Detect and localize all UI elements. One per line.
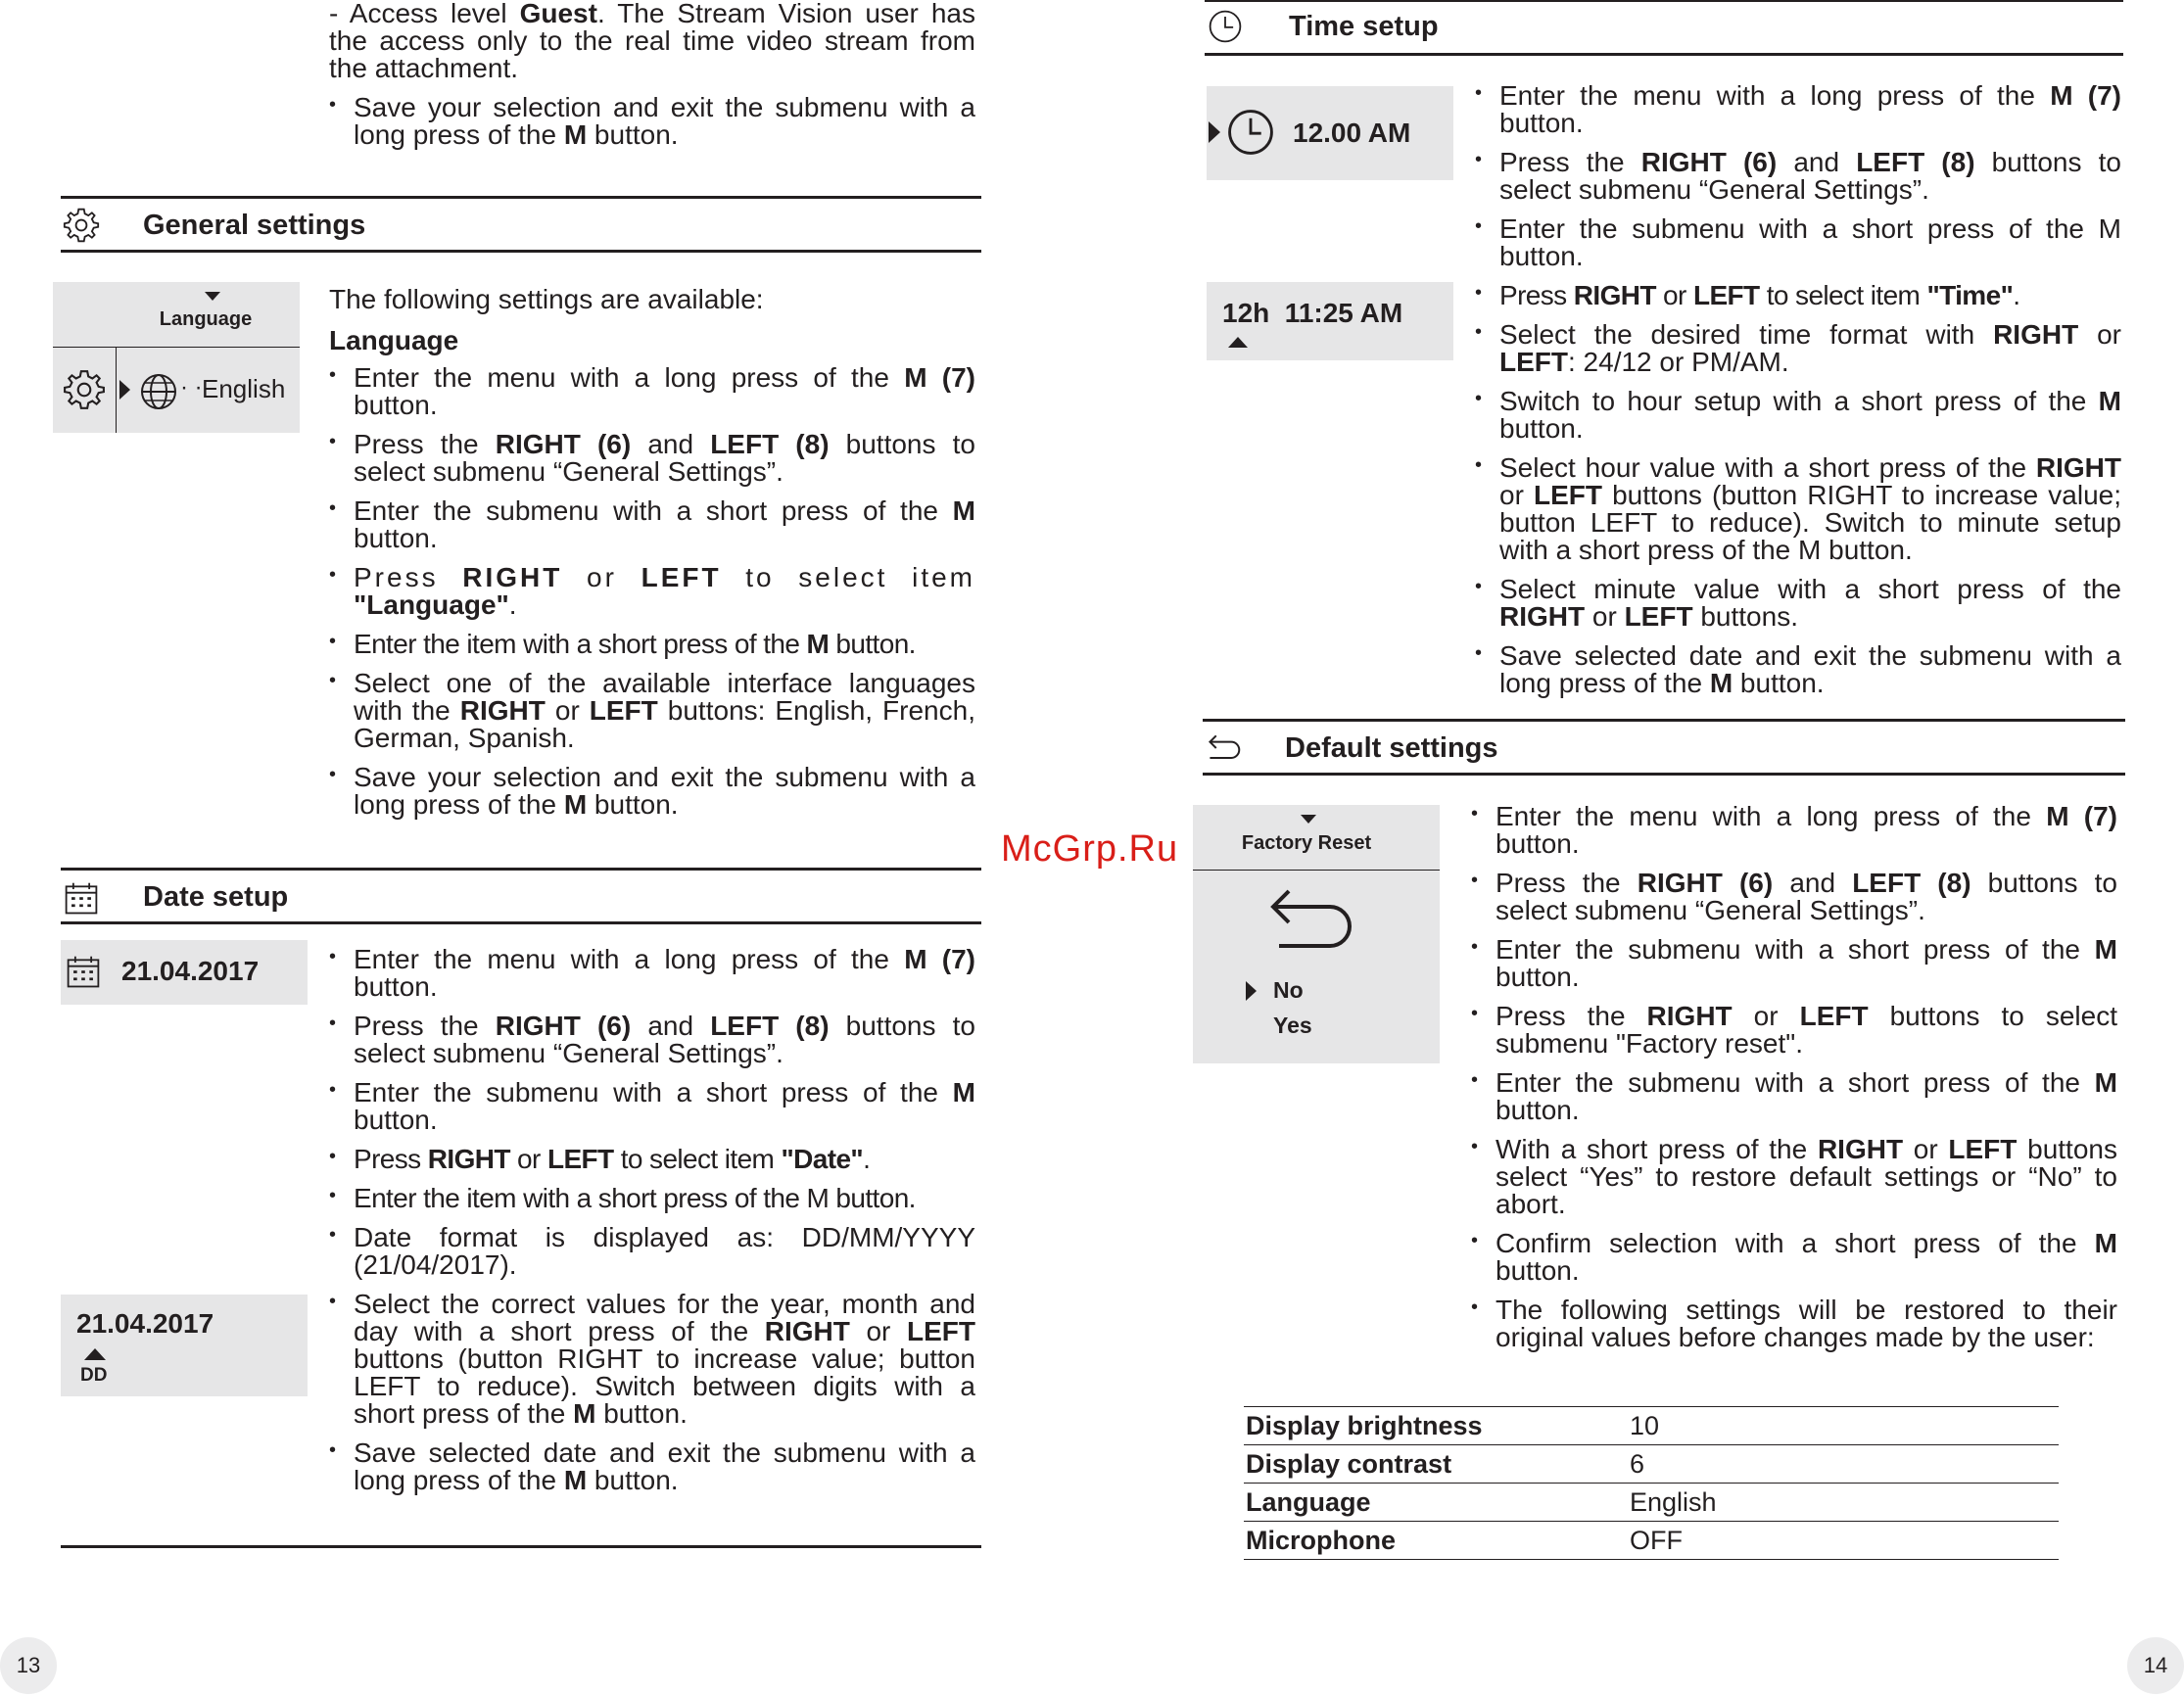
clock-icon — [1205, 8, 1246, 45]
chevron-up-icon — [84, 1348, 106, 1360]
factory-reset-screen — [1193, 805, 1440, 1063]
general-settings-list — [329, 364, 975, 830]
time-setup-list — [1475, 82, 2121, 709]
list-item: • Save selected date and exit the submenu with a long press of the M button. — [329, 1439, 975, 1494]
page-bottom-rule — [61, 1545, 981, 1548]
table-row — [1244, 1445, 2059, 1484]
setting-value: English — [1628, 1484, 2059, 1522]
list-item: • Enter the item with a short press of the M button. — [329, 1185, 975, 1212]
return-arrow-icon — [1265, 883, 1359, 962]
chevron-down-icon — [205, 292, 220, 301]
return-arrow-icon — [1203, 730, 1244, 767]
list-item: • Press RIGHT or LEFT to select item "Language". — [329, 564, 975, 619]
setting-name: Display brightness — [1244, 1407, 1628, 1445]
access-save-list — [329, 94, 975, 161]
list-item: • Press RIGHT or LEFT to select item "Date". — [329, 1146, 975, 1173]
date-setup-header — [61, 868, 981, 924]
field-label: DD — [80, 1365, 108, 1386]
list-item: • Confirm selection with a short press of the M button. — [1471, 1230, 2117, 1285]
list-item: • Enter the menu with a long press of the M (7) button. — [329, 364, 975, 419]
page-number-left: 13 — [0, 1637, 57, 1694]
time-setup-header — [1205, 0, 2123, 56]
list-item: • Enter the submenu with a short press of the M button. — [1471, 1069, 2117, 1124]
default-values-table — [1244, 1406, 2059, 1560]
list-item: • Press the RIGHT or LEFT buttons to select submenu "Factory reset". — [1471, 1003, 2117, 1058]
table-row — [1244, 1484, 2059, 1522]
list-item: • Enter the submenu with a short press of the M button. — [329, 1079, 975, 1134]
setting-value: 10 — [1628, 1407, 2059, 1445]
language-value: English — [202, 374, 286, 403]
dots: · · — [180, 374, 203, 400]
section-title: Date setup — [143, 881, 289, 913]
list-item: • Press the RIGHT (6) and LEFT (8) buttons to select submenu “General Settings”. — [329, 1013, 975, 1067]
general-settings-header — [61, 196, 981, 253]
list-item: • Select the desired time format with RIGHT or LEFT: 24/12 or PM/AM. — [1475, 321, 2121, 376]
default-settings-header — [1203, 719, 2125, 776]
selector-arrow-icon — [119, 380, 130, 400]
list-item: • Press the RIGHT (6) and LEFT (8) buttons to select submenu “General Settings”. — [1471, 870, 2117, 924]
page-number-right: 14 — [2127, 1637, 2184, 1694]
time-value: 12.00 AM — [1293, 118, 1411, 148]
table-row — [1244, 1407, 2059, 1445]
list-item: • Enter the submenu with a short press of the M button. — [329, 497, 975, 552]
list-item: • Select minute value with a short press of the RIGHT or LEFT buttons. — [1475, 576, 2121, 631]
option-yes[interactable]: Yes — [1273, 1013, 1312, 1038]
globe-icon — [139, 372, 178, 411]
setting-name: Language — [1244, 1484, 1628, 1522]
gear-icon — [61, 207, 102, 244]
section-title: Default settings — [1285, 732, 1498, 764]
list-item: • Select the correct values for the year, month and day with a short press of the RIGHT or LEFT buttons (button RIGHT to increase value; button LEFT to reduce). Switch between digits with a short press of the M button. — [329, 1291, 975, 1428]
list-item: • The following settings will be restored to their original values before changes made by the user: — [1471, 1296, 2117, 1351]
option-no[interactable]: No — [1273, 977, 1304, 1003]
setting-value: 6 — [1628, 1445, 2059, 1484]
language-subheading: Language — [329, 325, 459, 355]
watermark: McGrp.Ru — [1001, 828, 1179, 870]
list-item: • Enter the submenu with a short press of the M button. — [1471, 936, 2117, 991]
section-title: Time setup — [1289, 11, 1439, 42]
screen-header-label: Language — [159, 308, 253, 330]
list-item: • Date format is displayed as: DD/MM/YYYY (21/04/2017). — [329, 1224, 975, 1279]
clock-icon — [1226, 108, 1275, 157]
general-settings-intro: The following settings are available: — [329, 284, 764, 314]
list-item: • Press the RIGHT (6) and LEFT (8) buttons to select submenu “General Settings”. — [329, 431, 975, 486]
list-item: • Save your selection and exit the submenu with a long press of the M button. — [329, 764, 975, 819]
section-title: General settings — [143, 210, 366, 241]
list-item: • Enter the submenu with a short press of the M button. — [1475, 215, 2121, 270]
date-setup-list — [329, 946, 975, 1506]
list-item: • Switch to hour setup with a short press of the M button. — [1475, 388, 2121, 443]
setting-name: Microphone — [1244, 1522, 1628, 1560]
date-value: 21.04.2017 — [76, 1308, 214, 1339]
time-value: 12h 11:25 AM — [1222, 298, 1403, 328]
selector-arrow-icon — [1209, 121, 1220, 143]
table-row — [1244, 1522, 2059, 1560]
list-item: • Enter the item with a short press of the M button. — [329, 631, 975, 658]
chevron-up-icon — [1228, 337, 1248, 348]
time-screen-1 — [1207, 86, 1453, 180]
list-item: • Select hour value with a short press of the RIGHT or LEFT buttons (button RIGHT to increase value; button LEFT to reduce). Switch to minute setup with a short press of the M button. — [1475, 454, 2121, 564]
list-item: • With a short press of the RIGHT or LEFT buttons select “Yes” to restore default settings or “No” to abort. — [1471, 1136, 2117, 1218]
list-item: • Save selected date and exit the submenu with a long press of the M button. — [1475, 642, 2121, 697]
setting-name: Display contrast — [1244, 1445, 1628, 1484]
time-screen-2 — [1207, 282, 1453, 360]
setting-value: OFF — [1628, 1522, 2059, 1560]
calendar-icon — [65, 954, 102, 991]
list-item: • Save your selection and exit the submenu with a long press of the M button. — [329, 94, 975, 149]
language-screen — [53, 282, 300, 433]
selector-arrow-icon — [1246, 981, 1257, 1001]
chevron-down-icon — [1301, 815, 1316, 824]
date-value: 21.04.2017 — [121, 956, 260, 986]
list-item: • Press the RIGHT (6) and LEFT (8) buttons to select submenu “General Settings”. — [1475, 149, 2121, 204]
default-settings-list — [1471, 803, 2117, 1363]
list-item: • Select one of the available interface languages with the RIGHT or LEFT buttons: English, French, German, Spanish. — [329, 670, 975, 752]
list-item: • Press RIGHT or LEFT to select item "Time". — [1475, 282, 2121, 309]
screen-header-label: Factory Reset — [1241, 832, 1372, 854]
access-level-paragraph: - Access level Guest. The Stream Vision user has the access only to the real time video stream from the attachment. — [329, 0, 975, 83]
list-item: • Enter the menu with a long press of the M (7) button. — [1471, 803, 2117, 858]
date-screen-2 — [61, 1295, 308, 1396]
gear-icon — [63, 368, 106, 411]
calendar-icon — [61, 880, 102, 918]
list-item: • Enter the menu with a long press of the M (7) button. — [329, 946, 975, 1001]
list-item: • Enter the menu with a long press of the M (7) button. — [1475, 82, 2121, 137]
date-screen-1 — [61, 940, 308, 1005]
